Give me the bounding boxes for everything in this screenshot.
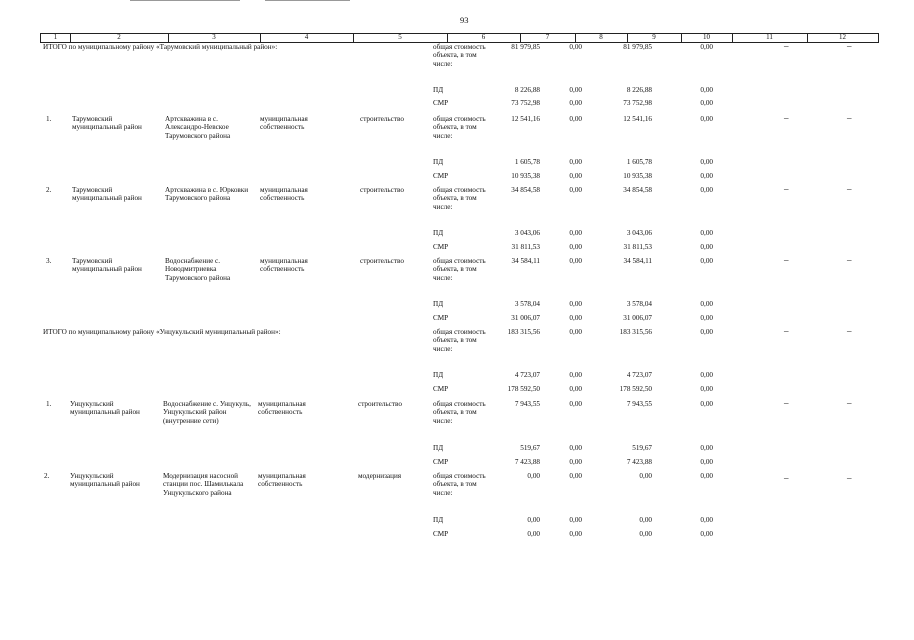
smr-col10: 0,00 xyxy=(700,99,713,107)
work-type: строительство xyxy=(358,400,402,408)
cell-col9: 34 584,11 xyxy=(623,257,652,265)
cell-col11: – xyxy=(784,113,789,123)
smr-col8: 0,00 xyxy=(569,458,582,466)
column-header: 4 xyxy=(304,33,309,41)
work-type: строительство xyxy=(360,186,404,194)
cell-col10: 0,00 xyxy=(700,400,713,408)
cell-col9: 183 315,56 xyxy=(619,328,652,336)
pd-col10: 0,00 xyxy=(700,444,713,452)
pd-col9: 3 578,04 xyxy=(626,300,652,308)
cost-label: общая стоимость объекта, в том числе: xyxy=(433,400,486,425)
smr-label: СМР xyxy=(433,172,449,180)
cell-col12: – xyxy=(847,473,852,483)
smr-label: СМР xyxy=(433,530,449,538)
pd-col9: 519,67 xyxy=(632,444,652,452)
column-header: 1 xyxy=(53,33,58,41)
smr-col7: 31 811,53 xyxy=(511,243,540,251)
row-number: 2. xyxy=(46,186,52,194)
pd-col8: 0,00 xyxy=(569,444,582,452)
smr-col9: 31 811,53 xyxy=(623,243,652,251)
row-number: 1. xyxy=(46,400,52,408)
cell-col12: – xyxy=(847,113,852,123)
pd-col10: 0,00 xyxy=(700,86,713,94)
pd-label: ПД xyxy=(433,86,444,94)
cell-col7: 34 854,58 xyxy=(511,186,540,194)
smr-col10: 0,00 xyxy=(700,314,713,322)
pd-col7: 4 723,07 xyxy=(514,371,540,379)
cell-col8: 0,00 xyxy=(569,257,582,265)
cell-col12: – xyxy=(847,255,852,265)
smr-col9: 7 423,88 xyxy=(626,458,652,466)
object-name: Артскважина в с. Александро-Невское Тарумовского района xyxy=(165,115,231,140)
pd-label: ПД xyxy=(433,300,444,308)
object-name: Артскважина в с. Юрковки Тарумовского района xyxy=(165,186,249,203)
pd-col7: 3 043,06 xyxy=(514,229,540,237)
pd-col10: 0,00 xyxy=(700,158,713,166)
smr-col9: 73 752,98 xyxy=(623,99,652,107)
cost-label: общая стоимость объекта, в том числе: xyxy=(433,257,486,282)
pd-col9: 3 043,06 xyxy=(626,229,652,237)
cell-col8: 0,00 xyxy=(569,472,582,480)
smr-col9: 0,00 xyxy=(639,530,652,538)
cell-col7: 183 315,56 xyxy=(507,328,540,336)
cost-label: общая стоимость объекта, в том числе: xyxy=(433,186,486,211)
column-header-row xyxy=(40,33,879,43)
smr-col8: 0,00 xyxy=(569,172,582,180)
pd-col7: 1 605,78 xyxy=(514,158,540,166)
column-header: 7 xyxy=(545,33,550,41)
cell-col9: 7 943,55 xyxy=(626,400,652,408)
column-header: 8 xyxy=(599,33,603,41)
total-label: ИТОГО по муниципальному району «Тарумовский муниципальный район»: xyxy=(43,43,278,51)
pd-col9: 8 226,88 xyxy=(626,86,652,94)
page-number: 93 xyxy=(460,15,469,25)
cell-col7: 12 541,16 xyxy=(511,115,540,123)
cell-col12: – xyxy=(847,398,852,408)
pd-col9: 0,00 xyxy=(639,516,652,524)
row-number: 3. xyxy=(46,257,52,265)
work-type: строительство xyxy=(360,115,404,123)
pd-col8: 0,00 xyxy=(569,229,582,237)
pd-label: ПД xyxy=(433,516,444,524)
smr-col7: 31 006,07 xyxy=(511,314,540,322)
object-name: Водоснабжение с. Унцукуль, Унцукульский район (внутренние сети) xyxy=(163,400,251,425)
district-name: Тарумовский муниципальный район xyxy=(72,115,142,132)
smr-col7: 10 935,38 xyxy=(511,172,540,180)
pd-label: ПД xyxy=(433,371,444,379)
ownership: муниципальная собственность xyxy=(260,186,308,203)
smr-col9: 178 592,50 xyxy=(619,385,652,393)
cell-col8: 0,00 xyxy=(569,186,582,194)
smr-label: СМР xyxy=(433,243,449,251)
cell-col9: 0,00 xyxy=(639,472,652,480)
smr-col7: 73 752,98 xyxy=(511,99,540,107)
pd-col8: 0,00 xyxy=(569,371,582,379)
pd-col10: 0,00 xyxy=(700,371,713,379)
cell-col7: 0,00 xyxy=(527,472,540,480)
row-number: 1. xyxy=(46,115,52,123)
smr-col8: 0,00 xyxy=(569,314,582,322)
cell-col9: 12 541,16 xyxy=(623,115,652,123)
work-type: модернизация xyxy=(358,472,402,480)
cell-col12: – xyxy=(847,326,852,336)
pd-col7: 3 578,04 xyxy=(514,300,540,308)
cell-col10: 0,00 xyxy=(700,328,713,336)
smr-label: СМР xyxy=(433,99,449,107)
cell-col11: – xyxy=(784,473,789,483)
smr-col8: 0,00 xyxy=(569,385,582,393)
smr-col10: 0,00 xyxy=(700,530,713,538)
pd-col8: 0,00 xyxy=(569,300,582,308)
pd-col7: 8 226,88 xyxy=(514,86,540,94)
smr-col10: 0,00 xyxy=(700,385,713,393)
smr-col10: 0,00 xyxy=(700,243,713,251)
cost-label: общая стоимость объекта, в том числе: xyxy=(433,115,486,140)
column-header: 6 xyxy=(481,33,486,41)
cost-label: общая стоимость объекта, в том числе: xyxy=(433,328,486,353)
smr-col8: 0,00 xyxy=(569,243,582,251)
smr-col8: 0,00 xyxy=(569,530,582,538)
cell-col8: 0,00 xyxy=(569,400,582,408)
cell-col7: 81 979,85 xyxy=(511,43,540,51)
column-header: 12 xyxy=(839,33,846,41)
column-header: 10 xyxy=(703,33,710,41)
cell-col11: – xyxy=(784,255,789,265)
pd-label: ПД xyxy=(433,444,444,452)
cell-col10: 0,00 xyxy=(700,115,713,123)
pd-col7: 0,00 xyxy=(527,516,540,524)
cell-col10: 0,00 xyxy=(700,472,713,480)
smr-col8: 0,00 xyxy=(569,99,582,107)
cell-col8: 0,00 xyxy=(569,115,582,123)
top-rule xyxy=(130,0,240,1)
cell-col7: 34 584,11 xyxy=(511,257,540,265)
column-header: 2 xyxy=(117,33,121,41)
pd-col8: 0,00 xyxy=(569,86,582,94)
district-name: Унцукульский муниципальный район xyxy=(70,472,140,489)
cell-col10: 0,00 xyxy=(700,43,713,51)
cell-col10: 0,00 xyxy=(700,257,713,265)
smr-col7: 0,00 xyxy=(527,530,540,538)
cell-col10: 0,00 xyxy=(700,186,713,194)
smr-label: СМР xyxy=(433,314,449,322)
cell-col11: – xyxy=(784,326,789,336)
smr-col10: 0,00 xyxy=(700,172,713,180)
smr-label: СМР xyxy=(433,458,449,466)
ownership: муниципальная собственность xyxy=(258,472,306,489)
pd-col8: 0,00 xyxy=(569,158,582,166)
smr-col10: 0,00 xyxy=(700,458,713,466)
smr-col9: 10 935,38 xyxy=(623,172,652,180)
cost-label: общая стоимость объекта, в том числе: xyxy=(433,43,486,68)
cell-col11: – xyxy=(784,41,789,51)
cell-col11: – xyxy=(784,184,789,194)
cost-label: общая стоимость объекта, в том числе: xyxy=(433,472,486,497)
cell-col7: 7 943,55 xyxy=(514,400,540,408)
object-name: Водоснабжение с. Новодмитриевка Тарумовского района xyxy=(165,257,231,282)
column-header: 5 xyxy=(398,33,402,41)
smr-label: СМР xyxy=(433,385,449,393)
district-name: Тарумовский муниципальный район xyxy=(72,257,142,274)
pd-col10: 0,00 xyxy=(700,229,713,237)
pd-label: ПД xyxy=(433,158,444,166)
pd-col10: 0,00 xyxy=(700,300,713,308)
district-name: Тарумовский муниципальный район xyxy=(72,186,142,203)
pd-label: ПД xyxy=(433,229,444,237)
cell-col12: – xyxy=(847,41,852,51)
pd-col8: 0,00 xyxy=(569,516,582,524)
work-type: строительство xyxy=(360,257,404,265)
ownership: муниципальная собственность xyxy=(258,400,306,417)
column-header: 11 xyxy=(766,33,773,41)
top-rule xyxy=(265,0,350,1)
district-name: Унцукульский муниципальный район xyxy=(70,400,140,417)
cell-col8: 0,00 xyxy=(569,328,582,336)
column-header: 3 xyxy=(212,33,216,41)
cell-col9: 81 979,85 xyxy=(623,43,652,51)
ownership: муниципальная собственность xyxy=(260,115,308,132)
smr-col7: 7 423,88 xyxy=(514,458,540,466)
pd-col7: 519,67 xyxy=(520,444,540,452)
smr-col7: 178 592,50 xyxy=(507,385,540,393)
object-name: Модернизация насосной станции пос. Шамилькала Унцукульского района xyxy=(163,472,244,497)
cell-col9: 34 854,58 xyxy=(623,186,652,194)
cell-col8: 0,00 xyxy=(569,43,582,51)
column-header: 9 xyxy=(652,33,656,41)
smr-col9: 31 006,07 xyxy=(623,314,652,322)
pd-col10: 0,00 xyxy=(700,516,713,524)
pd-col9: 1 605,78 xyxy=(626,158,652,166)
pd-col9: 4 723,07 xyxy=(626,371,652,379)
cell-col11: – xyxy=(784,398,789,408)
row-number: 2. xyxy=(44,472,50,480)
cell-col12: – xyxy=(847,184,852,194)
total-label: ИТОГО по муниципальному району «Унцукульский муниципальный район»: xyxy=(43,328,281,336)
ownership: муниципальная собственность xyxy=(260,257,308,274)
